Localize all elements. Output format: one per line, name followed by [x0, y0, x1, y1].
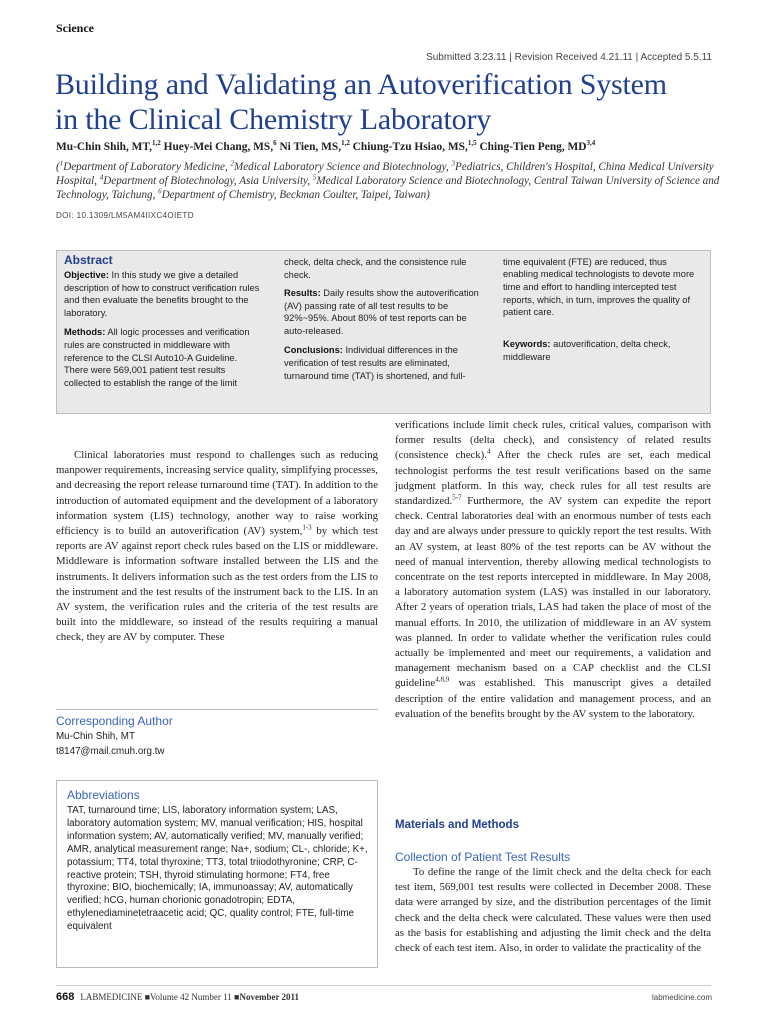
keywords-text: autoverification, delta check, middleware: [503, 339, 671, 362]
title-line-2: in the Clinical Chemistry Laboratory: [55, 103, 492, 136]
methods-label: Methods:: [64, 327, 106, 338]
affiliation-mark: 5: [312, 173, 317, 182]
section-label: Science: [56, 21, 94, 35]
bullet-icon: ■: [234, 992, 240, 1002]
affiliation-mark: 3: [451, 159, 456, 168]
collection-subheading: Collection of Patient Test Results: [395, 850, 571, 864]
abstract-results: [284, 287, 482, 337]
body-left-column: [56, 448, 378, 646]
citation: 1-3: [302, 523, 312, 532]
abstract-objective: [64, 269, 262, 319]
results-label: Results:: [284, 288, 321, 298]
author-name: Mu-Chin Shih, MT,: [56, 141, 153, 153]
author-affiliation-mark: 1,2: [341, 139, 350, 148]
citation: 5-7: [452, 493, 462, 502]
page-number: 668: [56, 991, 75, 1003]
corresponding-author-box: [56, 709, 378, 759]
article-title: [55, 67, 735, 137]
affiliations: [56, 160, 721, 202]
abbreviations-box: [56, 780, 378, 968]
corresponding-author-email[interactable]: t8147@mail.cmuh.org.tw: [56, 745, 165, 757]
affiliation-mark: 1: [59, 159, 64, 168]
results-text: Daily results show the autoverification (AV) passing rate of all test results to be 92%~95%. About 80% of test reports can be auto-released.: [284, 288, 479, 336]
author-name: Ni Tien, MS,: [276, 141, 342, 153]
author-list: [56, 141, 595, 153]
journal-issue: Volume 42 Number 11: [150, 992, 232, 1002]
affiliation-text: Department of Chemistry, Beckman Coulter, Taipei, Taiwan): [161, 189, 430, 201]
abbreviations-heading: Abbreviations: [67, 788, 140, 802]
citation: 4,8,9: [435, 675, 450, 684]
abstract-conclusions-cont: [503, 255, 701, 331]
conclusions-text-continued: time equivalent (FTE) are reduced, thus enabling medical technologists to devote more time and effort to handling intercepted test reports, which, in turn, improves the quality of patient care.: [503, 256, 695, 318]
abstract-heading: Abstract: [64, 253, 113, 267]
conclusions-label: Conclusions:: [284, 345, 343, 356]
conclusions-text: Individual differences in the verification of test results are eliminated, turnaround time (TAT) is shortened, and full-: [284, 345, 466, 381]
abstract-column-2: [284, 255, 482, 388]
citation: 4: [486, 447, 491, 456]
abstract-conclusions: [284, 344, 482, 381]
author-affiliation-mark: 1,5: [467, 139, 477, 148]
bullet-icon: ■: [144, 992, 151, 1002]
methods-text: All logic processes and verification rules are constructed in middleware with reference to the CLSI Auto10-A Guideline. There were 569,001 patient test results collected to establish the range of the limit: [64, 327, 250, 388]
author-affiliation-mark: 3,4: [586, 139, 596, 148]
abstract-keywords: [503, 338, 701, 363]
affiliation-text: (: [56, 161, 60, 173]
objective-label: Objective:: [64, 270, 109, 280]
keywords-label: Keywords:: [503, 339, 551, 349]
author-name: Huey-Mei Chang, MS,: [160, 141, 274, 153]
footer-citation: [56, 991, 299, 1003]
journal-website[interactable]: labmedicine.com: [651, 993, 712, 1002]
affiliation-text: Pediatrics, Children's Hospital, China Medical University Hospital,: [56, 161, 714, 187]
affiliation-mark: 4: [99, 173, 104, 182]
affiliation-text: Medical Laboratory Science and Biotechnology, Central Taiwan University of Science and Technology, Taichung,: [56, 175, 720, 201]
abstract-box: [56, 250, 711, 414]
affiliation-text: Department of Biotechnology, Asia University,: [103, 175, 313, 187]
methods-text-continued: check, delta check, and the consistence rule check.: [284, 256, 467, 280]
affiliation-text: Medical Laboratory Science and Biotechnology,: [234, 161, 452, 173]
submission-dates: Submitted 3.23.11 | Revision Received 4.21.11 | Accepted 5.5.11: [426, 52, 712, 63]
abstract-methods-cont: [284, 255, 482, 280]
collection-paragraph: To define the range of the limit check and the delta check for each test item, 569,001 test results were collected in December 2008. These data were arranged by size, and the distribution percentages of the limit check and the delta check were calculated. These values were then used as the basis for establishing and adjusting the limit check and the delta check of each test item. Also, in order to validate the practicality of the: [395, 866, 711, 955]
corresponding-author-name: Mu-Chin Shih, MT: [56, 731, 135, 742]
journal-date: November 2011: [239, 992, 300, 1002]
doi-link[interactable]: DOI: 10.1309/LM5AM4IIXC4OIETD: [56, 211, 194, 220]
corresponding-author-heading: Corresponding Author: [56, 714, 173, 728]
affiliation-mark: 6: [158, 187, 162, 196]
intro-paragraph: Clinical laboratories must respond to challenges such as reducing manpower requirements, increasing service quality, simplifying processes, and decreasing the report release turnaround time (TAT). In addition to the introduction of automated equipment and the development of a laboratory information system (LIS) technology, another way to raise working efficiency is to build an autoverification (AV) system,$^{1-3}$ by which test reports are AV against report check rules based on the LIS or middleware. Middleware is information software installed between the LIS and the instruments. It delivers information such as the test orders from the LIS to the instrument and the test results of the instrument back to the LIS. In an AV system, the verification rules and the criteria of the test results are built into the middleware, so instead of the results requiring a manual check, they are AV by computer. These: [56, 449, 378, 644]
author-affiliation-mark: 6: [273, 139, 277, 148]
intro-paragraph-continued: verifications include limit check rules, critical values, comparison with former results (delta check), and consistency of related results (consistence check).$^4$ After the check rules are set, each medical technologist performs the test result verifications based on the same judgment platform. In this way, check rules for all test results are standardized.$^{5-7}$ Furthermore, the AV system can expedite the report check. Central laboratories deal with an enormous number of tests each day and are always under pressure to quickly report the test results. With an AV system, at least 80% of the test reports can be AV without the need of manual intervention, thereby allowing medical technologists to concentrate on the test reports intercepted in middleware. In May 2008, a laboratory automation system (LAS) was installed in our laboratory. After 2 years of operation trials, LAS had taken the place of most of the manual efforts. In 2010, the utilization of middleware in an AV system was planned. In order to validate whether the verification rules could actually be implemented and meet our requirements, a validation and management mechanism based on a CAP checklist and the CLSI guideline$^{4,8,9}$ was established. This manuscript gives a detailed description of the entire validation and management process, and an evaluation of the benefits brought by the AV system to the laboratory.: [395, 419, 712, 720]
title-line-1: Building and Validating an Autoverification System: [55, 68, 667, 101]
divider: [56, 709, 378, 710]
body-right-column: [395, 418, 711, 722]
abstract-methods: [64, 326, 262, 388]
footer-divider: [56, 985, 711, 986]
affiliation-text: Department of Laboratory Medicine,: [63, 161, 231, 173]
abbreviations-text: TAT, turnaround time; LIS, laboratory information system; LAS, laboratory automation system; MV, manual verification; HIS, hospital information system; AV, automatically verified; MV, manually verified; AMR, analytical measurement range; Na+, sodium; CL-, chloride; K+, potassium; TT4, total thyroxine; TT3, total triiodothyronine; CRP, C-reactive protein; TSH, thyroid stimulating hormone; FT4, free thyroxine; BIO, biochemically; IA, immunoassay; AV, automatically verified; hCG, human chorionic gonadotropin; EDTA, ethylenediaminetetraacetic acid; QC, quality control; FTE, full-time equivalent: [67, 805, 368, 933]
author-affiliation-mark: 1,2: [152, 139, 161, 148]
materials-methods-heading: Materials and Methods: [395, 819, 519, 831]
author-name: Ching-Tien Peng, MD: [476, 141, 587, 153]
abstract-column-3: [503, 255, 701, 370]
author-name: Chiung-Tzu Hsiao, MS,: [349, 141, 468, 153]
journal-name: LABMEDICINE: [80, 992, 143, 1002]
affiliation-mark: 2: [230, 159, 235, 168]
abstract-column-1: [64, 251, 262, 395]
objective-text: In this study we give a detailed description of how to construct verification rules and then evaluate the benefits brought to the laboratory.: [64, 270, 260, 318]
